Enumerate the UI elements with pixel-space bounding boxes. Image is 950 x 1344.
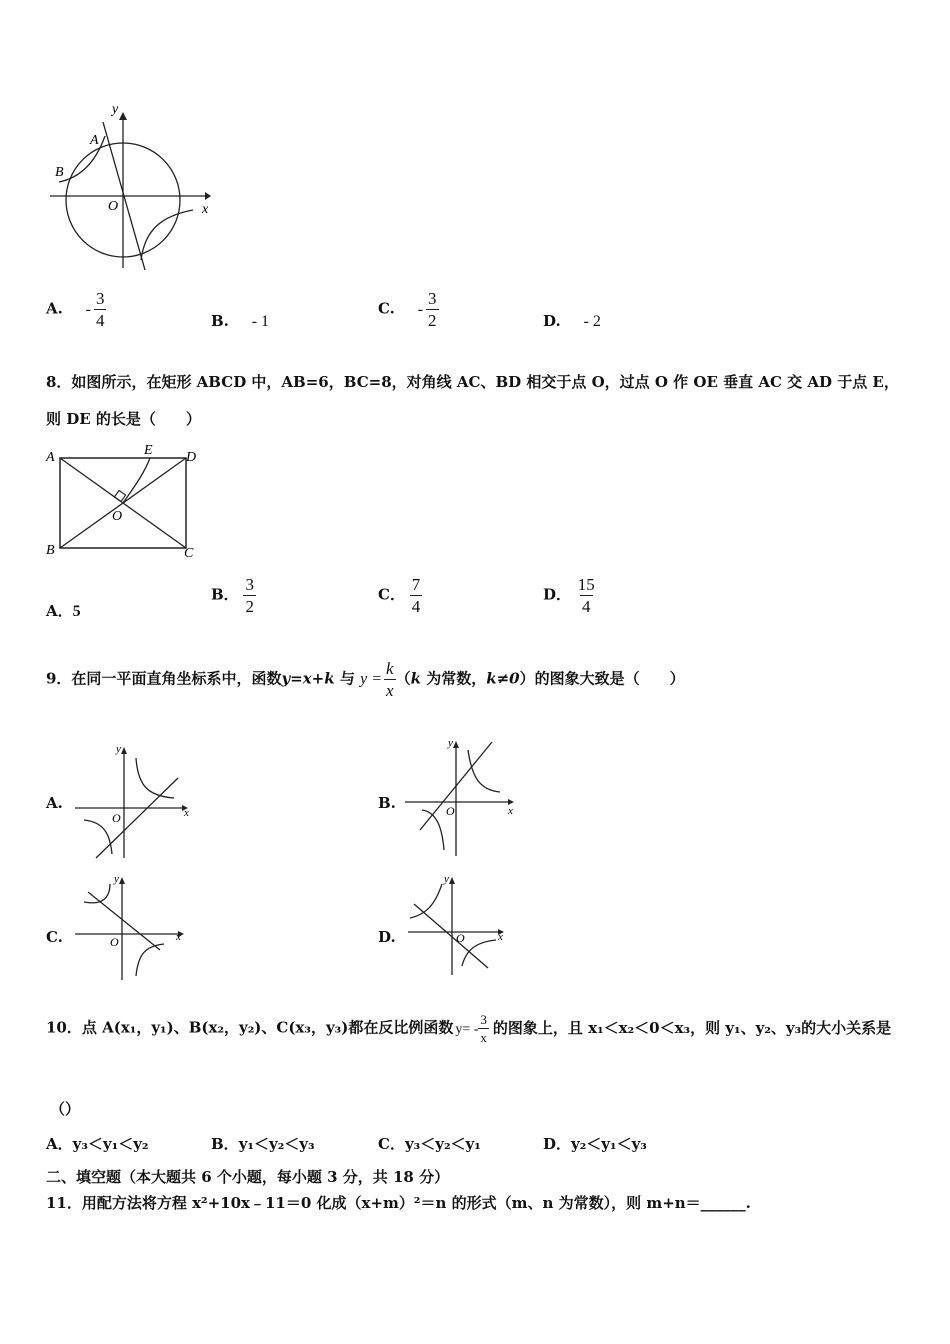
q8-option-b[interactable] xyxy=(211,576,256,615)
q10-func-num: 3 xyxy=(480,1012,487,1027)
q9d-y-arrow xyxy=(449,877,455,884)
q7-option-a-sign: - xyxy=(85,300,91,318)
q10-option-c-letter: C． xyxy=(378,1135,405,1153)
section2-heading: 二、填空题（本大题共 6 个小题，每小题 3 分，共 18 分） xyxy=(46,1168,450,1186)
q8-stem-line2: 则 DE 的长是（ ） xyxy=(46,410,201,428)
q7-option-b-value: - 1 xyxy=(251,313,270,330)
q9c-label-x: x xyxy=(176,931,181,943)
q8-stem-line1: 8．如图所示，在矩形 ABCD 中，AB=6，BC=8，对角线 AC、BD 相交于点 O，过点 O 作 OE 垂直 AC 交 AD 于点 E， xyxy=(46,373,899,391)
q9a-label-y: y xyxy=(116,743,121,755)
q7-label-b: B xyxy=(55,165,64,180)
q8-label-e: E xyxy=(144,443,153,458)
q7-option-c-sign: - xyxy=(417,300,424,318)
q8-option-d-fraction xyxy=(576,576,597,615)
q9-suffix-mid: 为常数， xyxy=(420,669,487,688)
q10-option-b-letter: B． xyxy=(211,1135,239,1153)
q9-option-d-letter[interactable]: D. xyxy=(378,928,396,946)
q9-suffix-open: （ xyxy=(395,669,411,688)
q7-option-a[interactable] xyxy=(46,290,106,329)
q7-option-b[interactable] xyxy=(211,312,269,331)
q10-option-b[interactable] xyxy=(211,1133,315,1154)
q10-option-a[interactable] xyxy=(46,1133,149,1154)
q9b-label-x: x xyxy=(508,805,513,817)
q9c-label-o: O xyxy=(110,935,119,949)
q7-option-c-num: 3 xyxy=(428,289,437,308)
q7-option-c-den: 2 xyxy=(428,311,437,330)
q10-option-d[interactable] xyxy=(543,1133,647,1154)
q9a-curve-lower xyxy=(84,820,112,854)
q10-func-den: x xyxy=(480,1030,487,1045)
q8-label-a: A xyxy=(46,450,55,465)
q7-option-c[interactable] xyxy=(378,290,439,329)
q9-stem xyxy=(46,660,685,699)
q7-x-arrow xyxy=(205,192,211,200)
q9b-curve-upper xyxy=(468,750,500,792)
q8-option-d[interactable] xyxy=(543,576,597,615)
q7-option-b-letter: B. xyxy=(211,312,229,330)
q8-label-o: O xyxy=(112,509,123,524)
q9-prefix: 9．在同一平面直角坐标系中，函数 xyxy=(46,669,282,688)
q8-label-b: B xyxy=(46,543,55,558)
q8-option-c-num: 7 xyxy=(411,575,421,594)
q7-option-d-letter: D. xyxy=(543,312,561,330)
q10-suffix: 的图象上，且 x₁＜x₂＜0＜x₃，则 y₁、y₂、y₃的大小关系是 xyxy=(492,1018,892,1037)
q9c-label-y: y xyxy=(114,873,119,885)
q8-segment-oe xyxy=(123,458,150,503)
q7-option-d[interactable] xyxy=(543,312,601,331)
q9a-line xyxy=(96,778,178,858)
q7-option-a-fraction xyxy=(94,290,107,329)
q7-y-arrow xyxy=(119,112,127,120)
q9-connector: 与 xyxy=(334,669,361,688)
q10-func-lhs: y= - xyxy=(455,1021,479,1037)
q9b-label-y: y xyxy=(448,737,453,749)
q10-prefix: 10．点 A(x₁，y₁)、B(x₂，y₂)、C(x₃，y₃)都在反比例函数 xyxy=(46,1018,454,1037)
q8-label-c: C xyxy=(184,546,194,561)
q9-option-a-letter[interactable]: A. xyxy=(46,794,63,812)
q7-option-d-value: - 2 xyxy=(583,313,601,330)
q10-stem xyxy=(46,1013,891,1044)
q9c-curve-lower xyxy=(136,944,164,976)
q9a-curve-upper xyxy=(136,758,174,798)
q9-option-a-graph[interactable] xyxy=(70,740,195,860)
q7-label-a: A xyxy=(90,133,99,148)
q8-option-d-den: 4 xyxy=(582,597,591,616)
q10-option-d-letter: D． xyxy=(543,1135,572,1153)
q8-option-b-fraction xyxy=(243,576,256,615)
q8-option-a-letter: A． xyxy=(46,602,73,620)
q10-option-a-value: y₃＜y₁＜y₂ xyxy=(72,1135,149,1153)
q7-option-a-letter: A. xyxy=(46,299,63,318)
q9d-label-y: y xyxy=(444,873,449,885)
q9-suffix-close: ）的图象大致是（ ） xyxy=(519,669,685,688)
q8-figure xyxy=(40,440,210,565)
q10-func-fraction xyxy=(478,1013,489,1044)
q9-option-c-graph[interactable] xyxy=(70,870,195,985)
q9d-curve-upper xyxy=(410,884,442,918)
q8-option-a[interactable] xyxy=(46,600,81,621)
q10-option-c[interactable] xyxy=(378,1133,481,1154)
q7-label-x: x xyxy=(202,202,209,217)
q10-bracket: （） xyxy=(50,1100,81,1118)
q9-func2-den: x xyxy=(386,681,394,700)
q8-option-d-letter: D． xyxy=(543,585,572,604)
q8-right-angle-mark xyxy=(114,490,125,501)
q9-k-var: k xyxy=(410,669,421,688)
q9b-y-arrow xyxy=(453,741,459,748)
q8-option-b-num: 3 xyxy=(245,575,254,594)
q9d-label-o: O xyxy=(456,931,465,945)
q9d-label-x: x xyxy=(498,931,503,943)
q7-label-y: y xyxy=(112,102,119,117)
q9-func1: y=x+k xyxy=(281,669,335,688)
q7-option-a-num: 3 xyxy=(95,289,105,308)
q9a-label-o: O xyxy=(112,811,121,825)
q7-option-c-letter: C. xyxy=(378,299,395,318)
q9-func2-fraction xyxy=(384,660,396,699)
q9-func2-lhs: y = xyxy=(360,670,383,688)
q9-option-d-graph[interactable] xyxy=(400,870,515,980)
q10-option-d-value: y₂＜y₁＜y₃ xyxy=(571,1135,647,1153)
q8-option-c[interactable] xyxy=(378,576,422,615)
q9-condition: k≠0 xyxy=(486,669,520,688)
q9a-y-arrow xyxy=(121,747,127,754)
q7-option-a-den: 4 xyxy=(95,311,105,330)
q8-option-c-den: 4 xyxy=(411,597,421,616)
q9a-label-x: x xyxy=(184,807,189,819)
q8-option-d-num: 15 xyxy=(577,575,595,594)
q10-option-c-value: y₃＜y₂＜y₁ xyxy=(404,1135,481,1153)
q9-func2-num: k xyxy=(386,659,394,678)
q9-option-c-letter[interactable]: C. xyxy=(46,928,63,946)
q9b-curve-lower xyxy=(422,810,444,850)
q7-label-o: O xyxy=(108,199,119,214)
q8-option-c-fraction xyxy=(410,576,423,615)
q11-stem: 11．用配方法将方程 x²+10x﹣11＝0 化成（x+m）²＝n 的形式（m、n 为常数），则 m+n＝______. xyxy=(46,1194,751,1212)
q7-hyperbola-right xyxy=(141,210,193,260)
q9d-line xyxy=(414,904,488,968)
q9d-curve-lower xyxy=(462,940,496,966)
q9c-y-arrow xyxy=(119,877,125,884)
q8-option-a-value: 5 xyxy=(72,603,81,620)
q9-option-b-letter[interactable]: B. xyxy=(378,794,396,812)
q8-label-d: D xyxy=(186,450,197,465)
q7-figure xyxy=(45,100,220,275)
q7-option-c-fraction xyxy=(426,290,439,329)
q8-option-b-den: 2 xyxy=(245,597,254,616)
q9c-line xyxy=(88,892,160,950)
q10-option-b-value: y₁＜y₂＜y₃ xyxy=(238,1135,315,1153)
q10-option-a-letter: A． xyxy=(46,1135,73,1153)
q9b-label-o: O xyxy=(446,804,455,818)
q9-option-b-graph[interactable] xyxy=(400,734,525,859)
q8-option-c-letter: C． xyxy=(378,585,405,604)
q8-option-b-letter: B． xyxy=(211,585,239,604)
